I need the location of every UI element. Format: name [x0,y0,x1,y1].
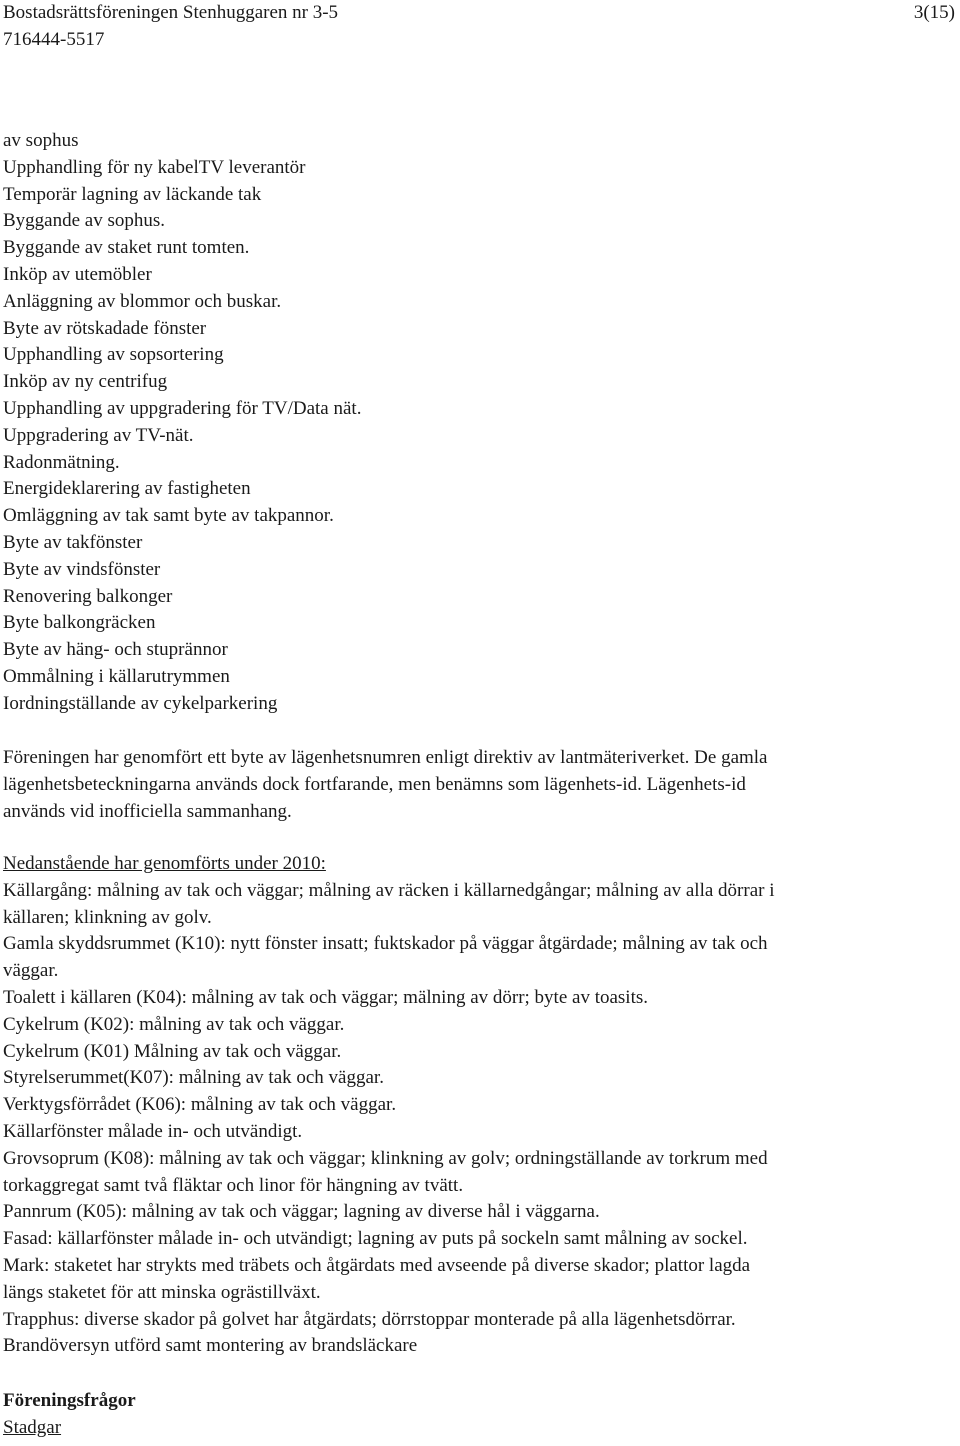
paragraph-line: väggar. [3,960,59,982]
list-item: Ommålning i källarutrymmen [3,665,230,687]
page-header [3,0,955,56]
list-item: Byte av häng- och stuprännor [3,639,228,661]
list-item: Energideklarering av fastigheten [3,478,251,500]
list-item: Inköp av utemöbler [3,263,152,285]
section-2010-heading: Nedanstående har genomförts under 2010: [3,853,326,874]
paragraph-line: Trapphus: diverse skador på golvet har åtgärdats; dörrstoppar monterade på alla lägenhetsdörrar. [3,1308,736,1330]
paragraph-line: Styrelserummet(K07): målning av tak och väggar. [3,1067,384,1089]
section-heading-foreningsfragor: Föreningsfrågor [3,1390,136,1411]
list-item: Byte balkongräcken [3,612,156,634]
apartment-number-paragraph [3,745,955,825]
list-item: Upphandling av sopsortering [3,344,224,366]
paragraph-line: Gamla skyddsrummet (K10): nytt fönster insatt; fuktskador på väggar åtgärdade; målning av tak och [3,933,768,955]
paragraph-line: torkaggregat samt två fläktar och linor för hängning av tvätt. [3,1174,464,1196]
organization-number: 716444-5517 [3,29,105,50]
list-item: Renovering balkonger [3,585,173,607]
paragraph-line: Toalett i källaren (K04): målning av tak och väggar; mälning av dörr; byte av toasits. [3,986,649,1008]
paragraph-line: Cykelrum (K02): målning av tak och väggar. [3,1013,345,1035]
paragraph-line: Källarfönster målade in- och utvändigt. [3,1120,303,1142]
list-item: Byggande av staket runt tomten. [3,237,250,259]
list-item: av sophus [3,130,79,151]
list-item: Uppgradering av TV-nät. [3,424,194,446]
list-item: Iordningställande av cykelparkering [3,692,278,714]
list-item: Byte av vindsfönster [3,558,161,580]
list-item: Byte av rötskadade fönster [3,317,207,339]
paragraph-line: källaren; klinkning av golv. [3,906,212,928]
paragraph-line: längs staketet för att minska ogrästillväxt. [3,1281,321,1303]
organization-name: Bostadsrättsföreningen Stenhuggaren nr 3-5 [3,2,339,23]
list-item: Temporär lagning av läckande tak [3,183,262,205]
list-item: Byggande av sophus. [3,210,166,232]
paragraph-line: Brandöversyn utförd samt montering av brandsläckare [3,1335,418,1357]
list-item: Omläggning av tak samt byte av takpannor. [3,505,334,527]
paragraph-line: Mark: staketet har strykts med träbets och åtgärdats med avseende på diverse skador; plattor lagda [3,1254,751,1276]
stadgar-link[interactable]: Stadgar [3,1417,62,1438]
list-item: Inköp av ny centrifug [3,371,168,393]
section-2010-body [3,878,955,1360]
paragraph-line: används vid inofficiella sammanhang. [3,800,292,822]
section-2010 [3,851,955,1360]
paragraph-line: Cykelrum (K01) Målning av tak och väggar. [3,1040,342,1062]
list-item: Upphandling för ny kabelTV leverantör [3,156,306,178]
list-item: Byte av takfönster [3,531,143,553]
paragraph-line: lägenhetsbeteckningarna används dock fortfarande, men benämns som lägenhets-id. Lägenhets-id [3,773,746,795]
paragraph-line: Källargång: målning av tak och väggar; målning av räcken i källarnedgångar; målning av alla dörrar i [3,879,775,901]
paragraph-line: Föreningen har genomfört ett byte av lägenhetsnumren enligt direktiv av lantmäteriverket. De gamla [3,747,768,768]
list-item: Anläggning av blommor och buskar. [3,290,282,312]
paragraph-line: Fasad: källarfönster målade in- och utvändigt; lagning av puts på sockeln samt målning av sockel. [3,1228,748,1250]
paragraph-line: Pannrum (K05): målning av tak och väggar; lagning av diverse hål i väggarna. [3,1201,600,1223]
list-item: Radonmätning. [3,451,120,473]
document-page [3,0,955,1438]
completed-works-list [3,128,361,718]
page-number: 3(15) [913,2,955,23]
paragraph-line: Grovsoprum (K08): målning av tak och väggar; klinkning av golv; ordningställande av torkrum med [3,1147,768,1169]
list-item: Upphandling av uppgradering för TV/Data nät. [3,397,362,419]
paragraph-line: Verktygsförrådet (K06): målning av tak och väggar. [3,1094,397,1116]
